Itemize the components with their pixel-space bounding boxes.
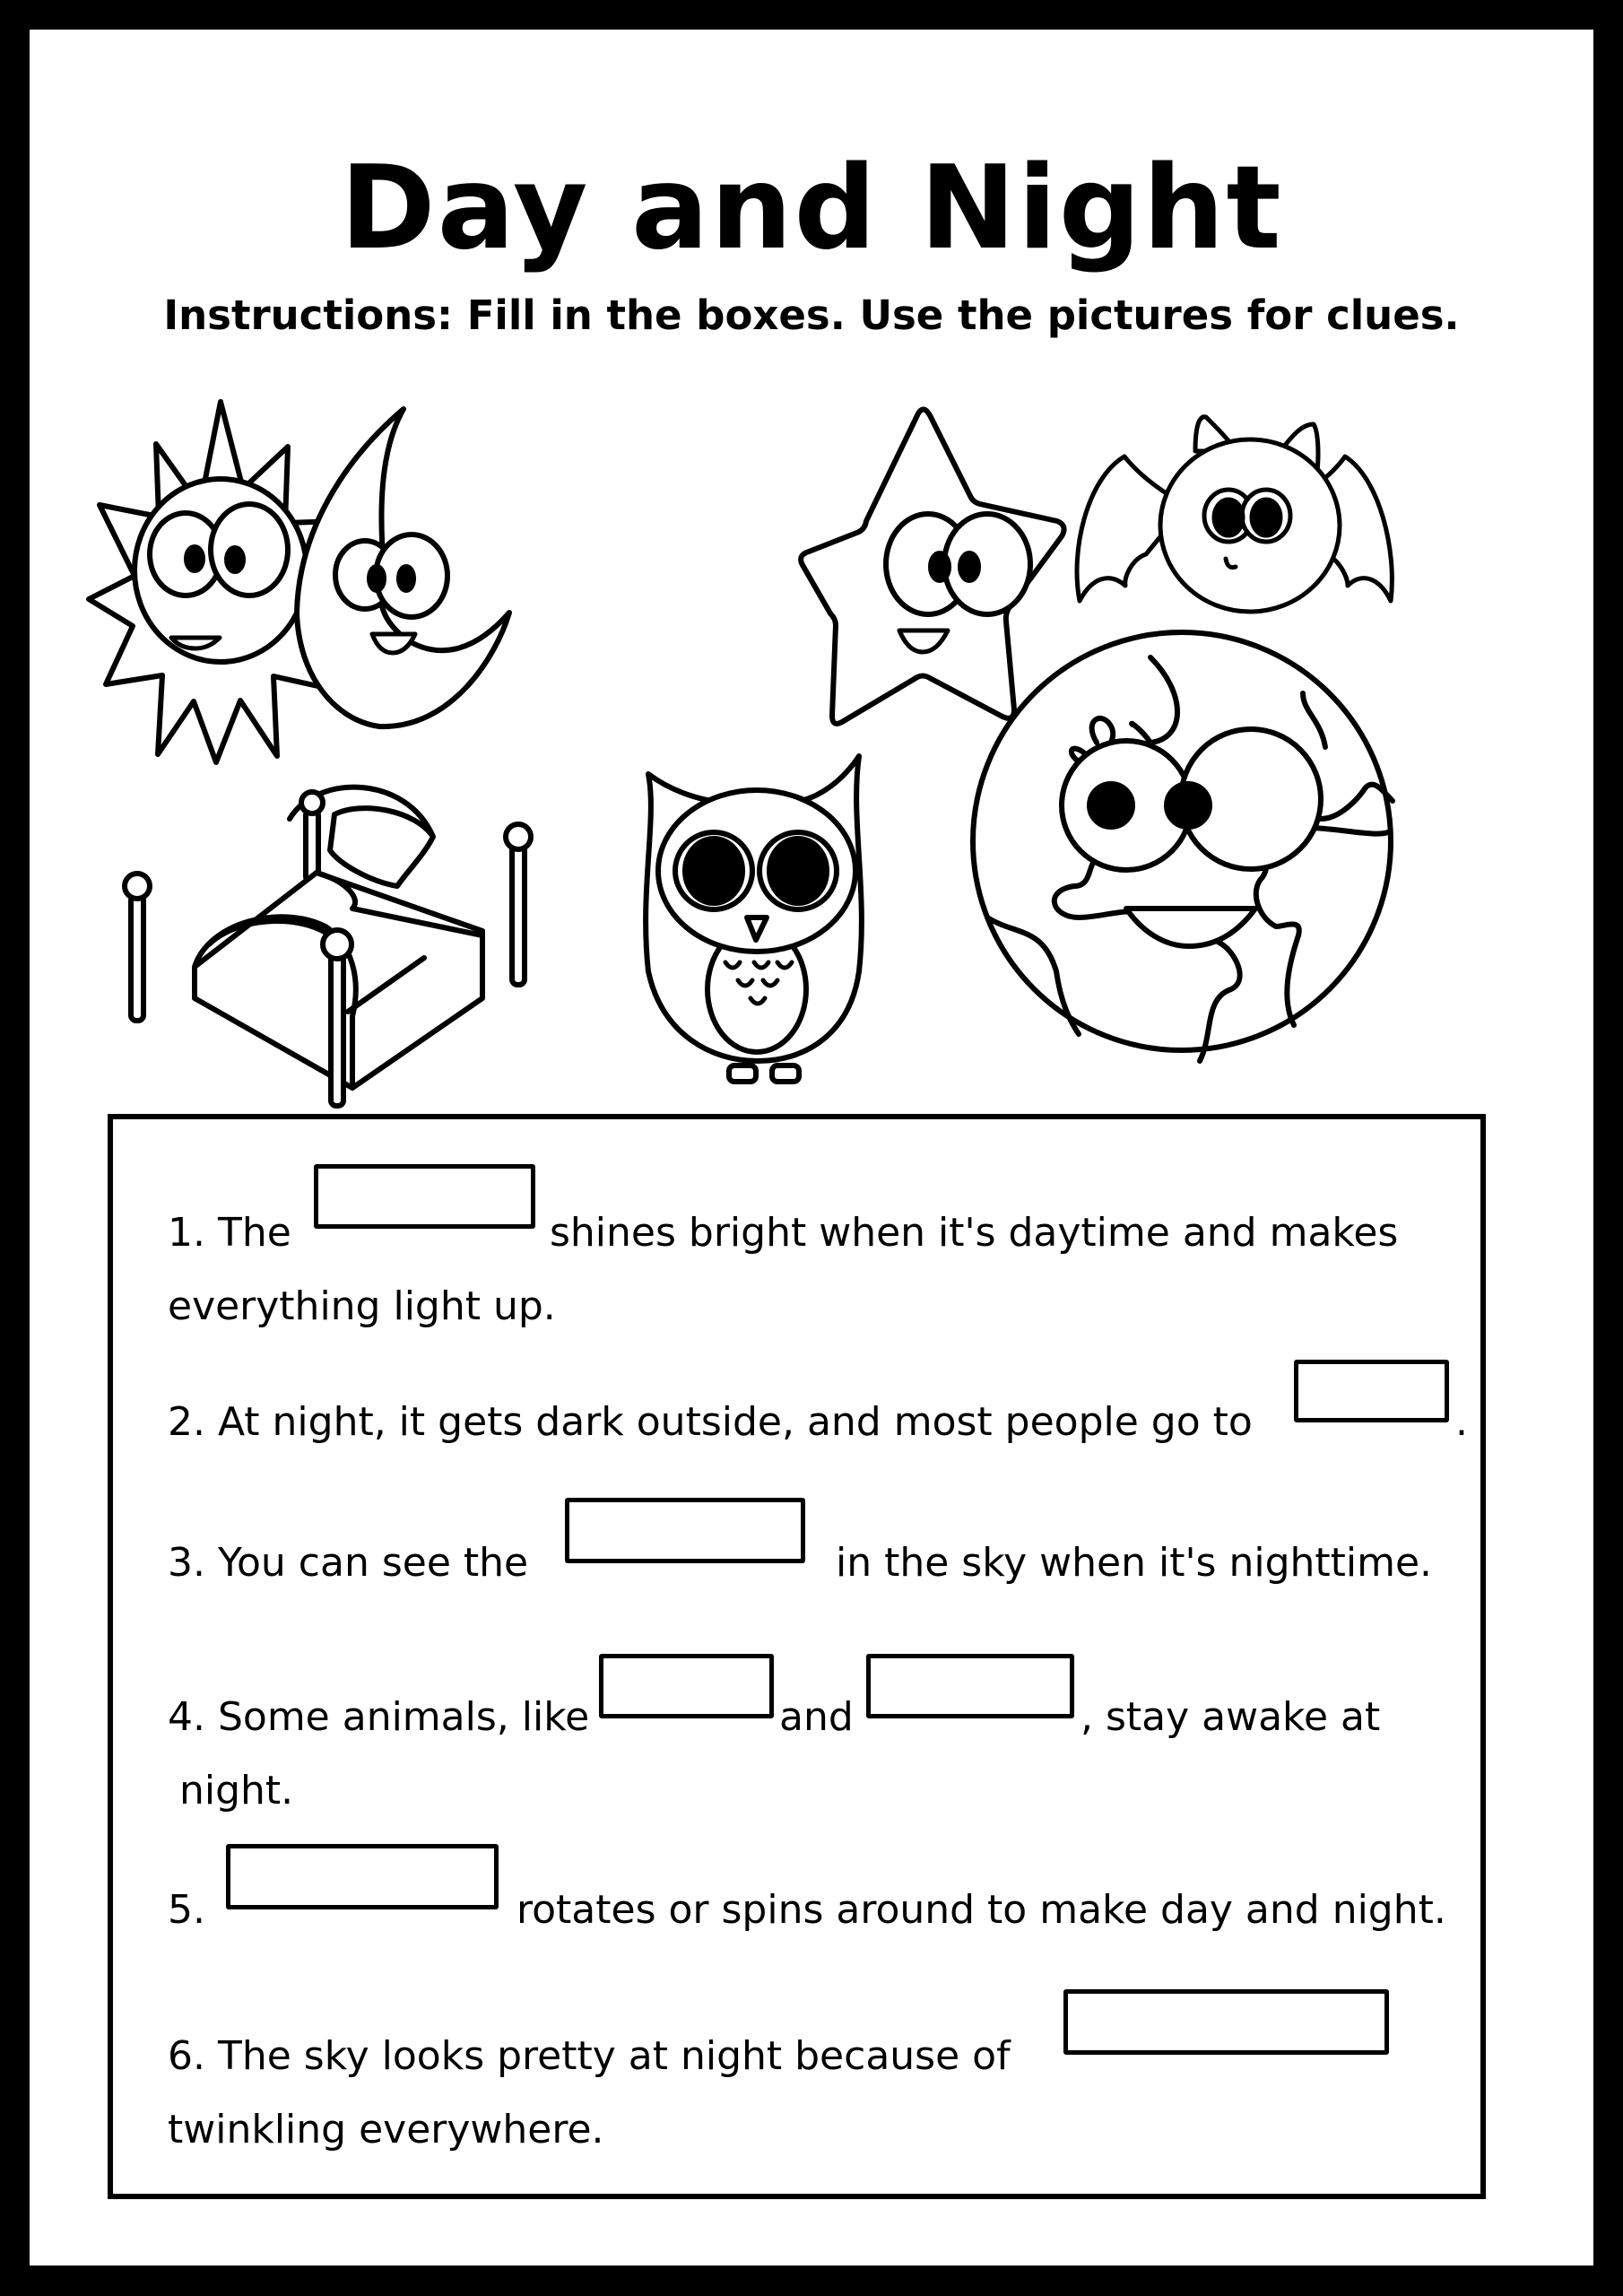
question-6-text-line2: twinkling everywhere. (168, 2107, 604, 2152)
answer-box-6[interactable] (1063, 1989, 1389, 2055)
picture-clues (30, 30, 1593, 1106)
question-6-text: 6. The sky looks pretty at night because of (168, 2033, 1011, 2079)
question-3-text-end: in the sky when it's nighttime. (836, 1540, 1433, 1586)
answer-box-4b[interactable] (866, 1654, 1074, 1718)
question-2-period: . (1455, 1399, 1468, 1445)
question-1-text-end: shines bright when it's daytime and makes (550, 1210, 1399, 1256)
answer-box-4a[interactable] (599, 1654, 774, 1718)
worksheet-title: Day and Night (340, 142, 1283, 275)
sun-icon (30, 30, 1593, 1106)
question-4-text-end: , stay awake at (1081, 1694, 1381, 1740)
worksheet-page (30, 30, 1593, 2266)
question-3-text-start: 3. You can see the (168, 1540, 529, 1586)
answer-box-5[interactable] (226, 1844, 499, 1909)
question-2-text: 2. At night, it gets dark outside, and most people go to (168, 1399, 1253, 1445)
question-4-text-start: 4. Some animals, like (168, 1694, 590, 1740)
question-1-text-line2: everything light up. (168, 1283, 556, 1329)
question-4-text-line2: night. (179, 1768, 294, 1813)
answer-box-3[interactable] (565, 1498, 805, 1563)
answer-box-1[interactable] (314, 1164, 535, 1229)
question-1-text-start: 1. The (168, 1210, 291, 1256)
answer-box-2[interactable] (1294, 1360, 1449, 1422)
question-4-and: and (779, 1694, 854, 1740)
question-5-text: rotates or spins around to make day and night. (516, 1887, 1446, 1933)
instructions-text: Instructions: Fill in the boxes. Use the pictures for clues. (163, 291, 1460, 339)
question-5-number: 5. (168, 1887, 205, 1933)
